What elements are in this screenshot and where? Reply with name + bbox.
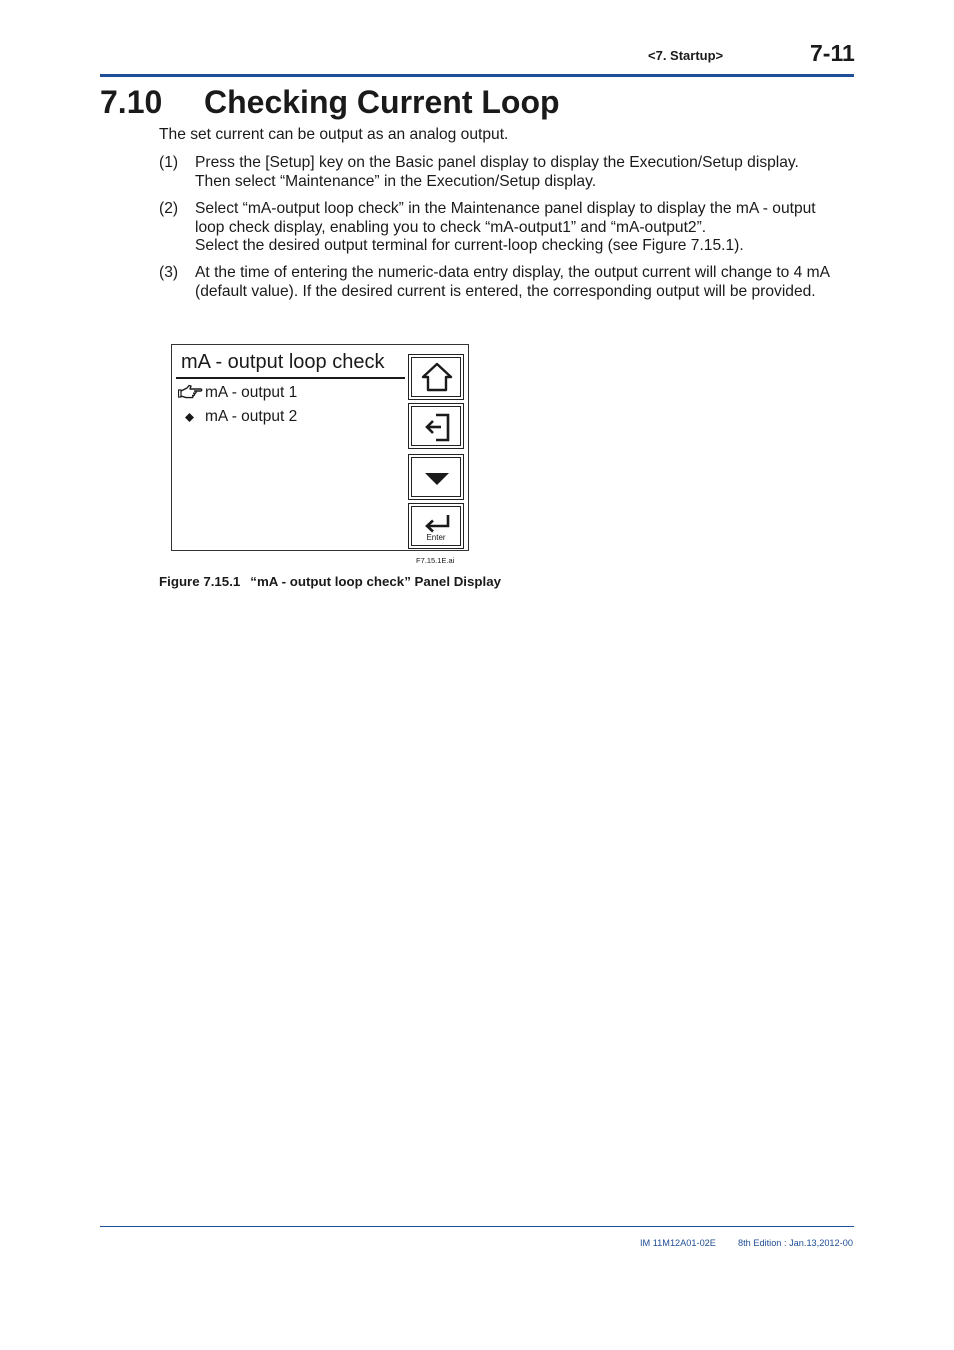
- step-text: [195, 200, 859, 256]
- enter-label: Enter: [426, 533, 446, 542]
- header-page-number: 7-11: [810, 40, 855, 66]
- pointing-hand-icon: [178, 384, 205, 402]
- back-button[interactable]: [408, 403, 464, 449]
- menu-item-ma-output-2[interactable]: [178, 408, 297, 426]
- panel-title-underline: [176, 377, 405, 379]
- menu-item-label: mA - output 2: [205, 408, 298, 425]
- header-rule: [100, 74, 854, 77]
- footer-edition: 8th Edition : Jan.13,2012-00: [738, 1238, 853, 1248]
- section-number: 7.10: [100, 84, 163, 120]
- figure-file-label: F7.15.1E.ai: [416, 556, 455, 565]
- triangle-down-icon: [412, 458, 462, 498]
- step-number: (3): [159, 264, 179, 281]
- enter-button[interactable]: [408, 503, 464, 549]
- step-text: [195, 154, 859, 191]
- section-title: [100, 84, 560, 121]
- step-line: Then select “Maintenance” in the Execution/Setup display.: [195, 172, 597, 190]
- intro-paragraph: The set current can be output as an analog output.: [159, 126, 509, 143]
- step-line: loop check display, enabling you to check “mA-output1” and “mA-output2”.: [195, 218, 707, 236]
- figure-number: Figure 7.15.1: [159, 574, 241, 589]
- step-number: (2): [159, 200, 179, 217]
- header-section-ref: <7. Startup>: [648, 48, 724, 63]
- home-icon: [412, 358, 462, 398]
- figure-caption-text: “mA - output loop check” Panel Display: [250, 574, 502, 589]
- back-exit-icon: [412, 407, 462, 447]
- menu-item-label: mA - output 1: [205, 384, 298, 401]
- panel-title: mA - output loop check: [181, 351, 385, 373]
- step-line: At the time of entering the numeric-data entry display, the output current will change to 4 mA: [195, 264, 831, 281]
- footer-doc-id: IM 11M12A01-02E: [640, 1238, 716, 1248]
- menu-item-ma-output-1[interactable]: [178, 384, 297, 402]
- figure-caption: [159, 574, 501, 589]
- scroll-down-button[interactable]: [408, 454, 464, 500]
- step-line: (default value). If the desired current is entered, the corresponding output will be provided.: [195, 282, 816, 300]
- panel-display: [171, 344, 469, 551]
- section-heading: Checking Current Loop: [204, 84, 560, 120]
- diamond-bullet-icon: [178, 408, 205, 426]
- home-button[interactable]: [408, 354, 464, 400]
- step-line: Select the desired output terminal for current-loop checking (see Figure 7.15.1).: [195, 237, 744, 254]
- step-line: Select “mA-output loop check” in the Maintenance panel display to display the mA - output: [195, 200, 816, 217]
- step-number: (1): [159, 154, 179, 171]
- footer-rule: [100, 1226, 854, 1227]
- step-text: [195, 264, 859, 301]
- step-line: Press the [Setup] key on the Basic panel display to display the Execution/Setup display.: [195, 154, 799, 171]
